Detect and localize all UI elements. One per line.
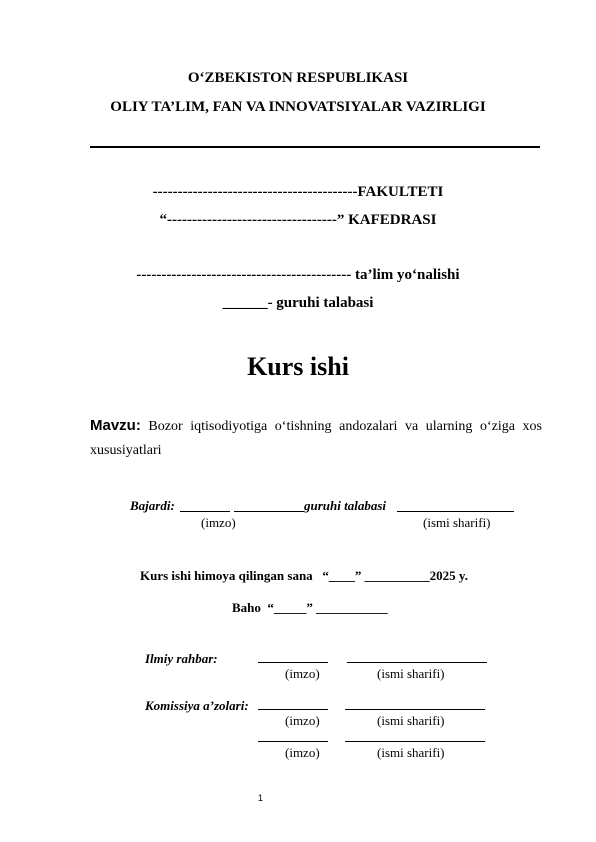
ministry-country: O‘ZBEKISTON RESPUBLIKASI [187,70,409,86]
commission-name-caption-1: (ismi sharifi) [377,713,445,728]
commission-signature-line-1 [258,709,328,710]
commission-name-caption-2: (ismi sharifi) [377,745,445,760]
defense-quote-open: “ [322,568,329,583]
commission-signature-caption-2: (imzo) [285,745,320,760]
grade-blank: _____ [273,600,307,615]
header-divider [90,146,540,148]
executor-group-line [234,511,304,512]
supervisor-signature-line [258,662,328,663]
grade-quote-open: “ [267,600,274,615]
grade-blank-2: ___________ [316,600,388,615]
executor-name-line [397,511,514,512]
defense-day-blank: ____ [328,568,355,583]
executor-name-caption: (ismi sharifi) [423,515,491,530]
supervisor-signature-caption: (imzo) [285,666,320,681]
faculty-line: -----------------------------------------FAKULTETI [152,184,444,200]
group-line [0,295,596,312]
commission-signature-line-2 [258,741,328,742]
commission-name-line-2 [345,741,485,742]
defense-year: 2025 y. [429,568,468,583]
commission-name-line-1 [345,709,485,710]
supervisor-name-caption: (ismi sharifi) [377,666,445,681]
executor-group-label: guruhi talabasi [304,498,387,513]
defense-month-blank: __________ [364,568,430,583]
theme-text: Bozor iqtisodiyotiga o‘tishning andozalari va ularning o‘ziga xos xususiyatlari [90,419,543,458]
group-text: - guruhi talabasi [267,295,374,311]
commission-label: Komissiya a’zolari: [145,698,249,713]
executor-label: Bajardi: [130,498,175,513]
department-line: “----------------------------------” KAFEDRASI [159,212,437,228]
ministry-name: OLIY TA’LIM, FAN VA INNOVATSIYALAR VAZIRLIGI [110,99,486,115]
supervisor-label: Ilmiy rahbar: [145,651,218,666]
defense-date-line [140,568,468,584]
defense-text: Kurs ishi himoya qilingan sana [140,568,313,583]
document-title: Kurs ishi [247,352,349,381]
theme-paragraph [90,414,542,463]
theme-label: Mavzu: [90,417,141,434]
group-blank: ______ [222,295,268,311]
executor-signature-line [180,511,230,512]
supervisor-name-line [347,662,487,663]
defense-quote-close: ” [354,568,362,583]
grade-label: Baho [232,600,261,615]
grade-line [232,600,388,616]
direction-line: ------------------------------------------- ta’lim yo‘nalishi [136,267,460,283]
commission-signature-caption-1: (imzo) [285,713,320,728]
executor-signature-caption: (imzo) [201,515,236,530]
page-number: 1 [258,793,264,803]
grade-quote-close: ” [306,600,313,615]
